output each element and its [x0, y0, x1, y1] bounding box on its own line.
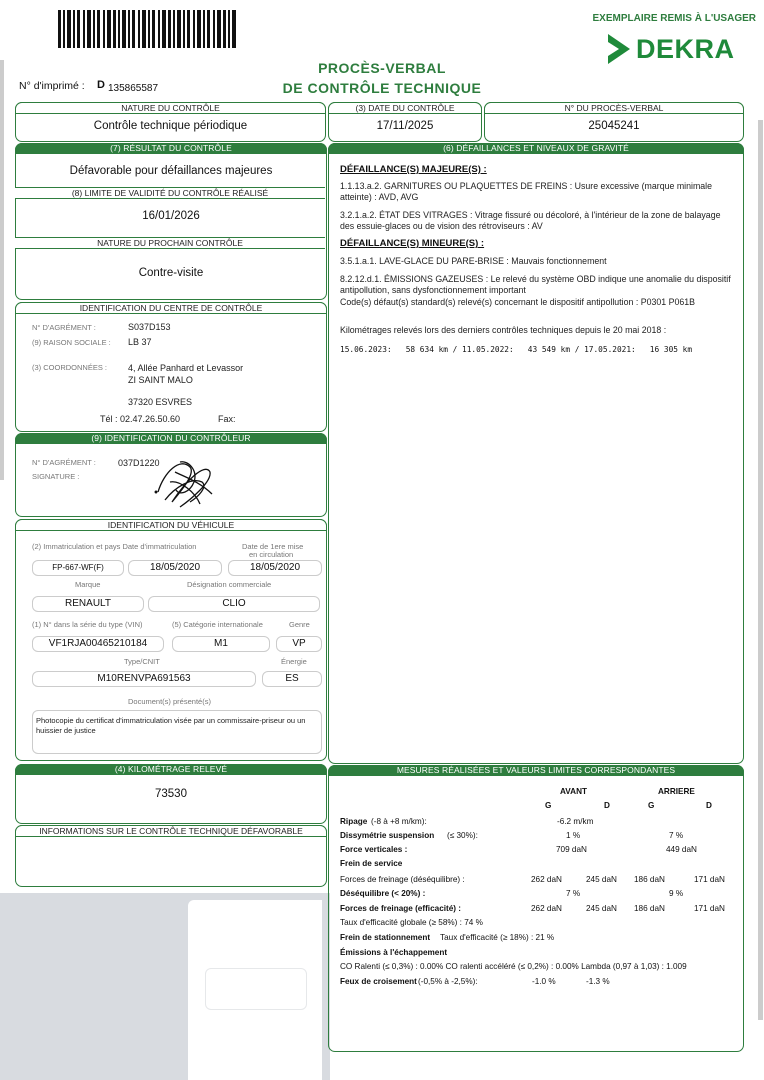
validity-label: (8) LIMITE DE VALIDITÉ DU CONTRÔLE RÉALISÉ [15, 187, 325, 199]
pv-label: N° DU PROCÈS-VERBAL [484, 102, 744, 114]
pv-value: 25045241 [588, 120, 640, 132]
dekra-chevron-icon [606, 32, 632, 66]
date-first-field: 18/05/2020 [228, 560, 322, 576]
designation-field: CLIO [148, 596, 320, 612]
categorie-field: M1 [172, 636, 270, 652]
centre-fax: Fax: [218, 414, 236, 424]
majeure-2: 3.2.1.a.2. ÉTAT DES VITRAGES : Vitrage fissuré ou décoloré, à l'intérieur de la zone de balayage des essuie-glaces ou de vision des rétroviseurs : AV [340, 210, 721, 231]
scan-edge-right [758, 120, 763, 1020]
croisement-d: -1.3 % [586, 977, 610, 986]
dekra-logo [606, 32, 736, 66]
immat-field: FP-667-WF(F) [32, 560, 124, 576]
emissions-title: Émissions à l'échappement [340, 948, 448, 957]
imprime-prefix: D [97, 79, 105, 91]
arriere-header: ARRIERE [658, 787, 695, 796]
energie-label: Énergie [281, 657, 307, 666]
croisement-limit: (-0,5% à -2,5%): [418, 977, 478, 986]
centre-address1: 4, Allée Panhard et Levassor [128, 363, 244, 373]
controleur-agrement-label: N° D'AGRÉMENT : [32, 458, 96, 467]
majeure-1: 1.1.13.a.2. GARNITURES OU PLAQUETTES DE FREINS : Usure excessive (marque minimale atteinte) : AVD, AVG [340, 181, 713, 202]
centre-tel: Tél : 02.47.26.50.60 [100, 414, 181, 424]
deseq-av: 7 % [566, 889, 581, 898]
mineures-title: DÉFAILLANCE(S) MINEURE(S) : [340, 238, 485, 249]
emissions-value: CO Ralenti (≤ 0,3%) : 0.00% CO ralenti accéléré (≤ 0,2%) : 0.00% Lambda (0,97 à 1,03) : 1.009 [340, 962, 687, 971]
first-circ-label-1: Date de 1ere mise [242, 542, 304, 551]
designation-label: Désignation commerciale [187, 580, 272, 589]
dissym-av: 1 % [566, 831, 581, 840]
result-value: Défavorable pour défaillances majeures [69, 165, 273, 177]
mesures-label: MESURES RÉALISÉES ET VALEURS LIMITES CORRESPONDANTES [328, 765, 744, 776]
categorie-label: (5) Catégorie internationale [172, 620, 263, 629]
barcode [58, 10, 238, 48]
controleur-agrement-value: 037D1220 [118, 458, 160, 468]
dissym-ar: 7 % [669, 831, 684, 840]
centre-address3: 37320 ESVRES [128, 397, 193, 407]
exemplaire-label: EXEMPLAIRE REMIS À L'USAGER [592, 13, 756, 24]
immat-label: (2) Immatriculation et pays Date d'immatriculation [32, 542, 197, 551]
controleur-signature-label: SIGNATURE : [32, 472, 80, 481]
imprime-label: N° d'imprimé : [19, 80, 85, 92]
ripage-value: -6.2 m/km [557, 817, 594, 826]
deseq-ar: 9 % [669, 889, 684, 898]
energie-field: ES [262, 671, 322, 687]
imprime-number: 135865587 [108, 83, 159, 94]
dekra-wordmark: DEKRA [636, 34, 735, 64]
taux-global: Taux d'efficacité globale (≥ 58%) : 74 % [340, 918, 483, 927]
next-label: NATURE DU PROCHAIN CONTRÔLE [15, 237, 325, 249]
ripage-label: Ripage [340, 817, 368, 826]
grey-slot [205, 968, 307, 1010]
dissym-label: Dissymétrie suspension [340, 831, 435, 840]
centre-agrement-value: S037D153 [128, 322, 171, 332]
next-value: Contre-visite [138, 267, 204, 279]
title-line1: PROCÈS-VERBAL [318, 60, 446, 76]
avant-d: D [604, 801, 610, 810]
vin-field: VF1RJA00465210184 [32, 636, 164, 652]
stationnement-label: Frein de stationnement [340, 933, 431, 942]
documents-value: Photocopie du certificat d'immatriculation visée par un commissaire-priseur ou un huissier de justice [36, 716, 306, 735]
freinage-deseq-avg: 262 daN [531, 875, 562, 884]
vin-label: (1) N° dans la série du type (VIN) [32, 620, 143, 629]
marque-field: RENAULT [32, 596, 144, 612]
croisement-g: -1.0 % [532, 977, 556, 986]
freinage-deseq-ard: 171 daN [694, 875, 725, 884]
arriere-d: D [706, 801, 712, 810]
majeures-title: DÉFAILLANCE(S) MAJEURE(S) : [340, 164, 487, 175]
km-value: 73530 [155, 788, 187, 800]
date-label: (3) DATE DU CONTRÔLE [328, 102, 482, 114]
croisement-label: Feux de croisement [340, 977, 417, 986]
freinage-deseq-label: Forces de freinage (déséquilibre) : [340, 875, 465, 884]
type-label: Type/CNIT [124, 657, 160, 666]
defaillances-box [328, 143, 744, 764]
mineure-1: 3.5.1.a.1. LAVE-GLACE DU PARE-BRISE : Mauvais fonctionnement [340, 256, 607, 266]
date-value: 17/11/2025 [376, 120, 434, 132]
centre-raison-label: (9) RAISON SOCIALE : [32, 338, 111, 347]
genre-label: Genre [289, 620, 310, 629]
km-history-title: Kilométrages relevés lors des derniers contrôles techniques depuis le 20 mai 2018 : [340, 325, 667, 335]
controleur-label: (9) IDENTIFICATION DU CONTRÔLEUR [15, 433, 327, 444]
documents-label: Document(s) présenté(s) [128, 697, 211, 706]
avant-g: G [545, 801, 552, 810]
centre-address2: ZI SAINT MALO [128, 375, 193, 385]
result-label: (7) RÉSULTAT DU CONTRÔLE [15, 143, 327, 154]
marque-label: Marque [75, 580, 101, 589]
dissym-limit: (≤ 30%): [447, 831, 478, 840]
freinage-eff-ard: 171 daN [694, 904, 725, 913]
vehicule-label: IDENTIFICATION DU VÉHICULE [15, 519, 327, 531]
mineure-2-codes: Code(s) défaut(s) standard(s) relevé(s) concernant le dispositif antipollution : P0301 P061B [340, 297, 695, 307]
scan-edge-left [0, 60, 4, 480]
freinage-eff-avg: 262 daN [531, 904, 562, 913]
signature-scribble [150, 452, 220, 512]
freinage-deseq-avd: 245 daN [586, 875, 617, 884]
arriere-g: G [648, 801, 655, 810]
freinage-eff-arg: 186 daN [634, 904, 665, 913]
avant-header: AVANT [560, 787, 587, 796]
km-label: (4) KILOMÉTRAGE RELEVÉ [15, 764, 327, 775]
km-history: 15.06.2023: 58 634 km / 11.05.2022: 43 549 km / 17.05.2021: 16 305 km [340, 345, 693, 354]
stationnement-value: Taux d'efficacité (≥ 18%) : 21 % [440, 933, 555, 942]
freinage-eff-label: Forces de freinage (efficacité) : [340, 904, 462, 913]
centre-coord-label: (3) COORDONNÉES : [32, 363, 108, 372]
nature-label: NATURE DU CONTRÔLE [15, 102, 326, 114]
date-immat-field: 18/05/2020 [128, 560, 222, 576]
centre-label: IDENTIFICATION DU CENTRE DE CONTRÔLE [15, 302, 327, 314]
centre-agrement-label: N° D'AGRÉMENT : [32, 323, 96, 332]
nature-value: Contrôle technique périodique [93, 120, 248, 132]
force-vert-av: 709 daN [556, 845, 587, 854]
title-line2: DE CONTRÔLE TECHNIQUE [282, 80, 482, 96]
force-vert-ar: 449 daN [666, 845, 697, 854]
type-field: M10RENVPA691563 [32, 671, 256, 687]
mineure-2: 8.2.12.d.1. ÉMISSIONS GAZEUSES : Le relevé du système OBD indique une anomalie du dispositif antipollution, sans dysfonctionnement important [340, 274, 731, 295]
validity-value: 16/01/2026 [142, 210, 200, 222]
defaillances-label: (6) DÉFAILLANCES ET NIVEAUX DE GRAVITÉ [328, 143, 744, 154]
first-circ-label-2: en circulation [249, 550, 294, 559]
freinage-deseq-arg: 186 daN [634, 875, 665, 884]
genre-field: VP [276, 636, 322, 652]
force-vert-label: Force verticales : [340, 845, 408, 854]
frein-service-label: Frein de service [340, 859, 403, 868]
info-label: INFORMATIONS SUR LE CONTRÔLE TECHNIQUE DÉFAVORABLE [15, 825, 327, 837]
centre-raison-value: LB 37 [128, 337, 152, 347]
freinage-eff-avd: 245 daN [586, 904, 617, 913]
deseq-label: Déséquilibre (< 20%) : [340, 889, 426, 898]
ripage-limit: (-8 à +8 m/km): [371, 817, 427, 826]
